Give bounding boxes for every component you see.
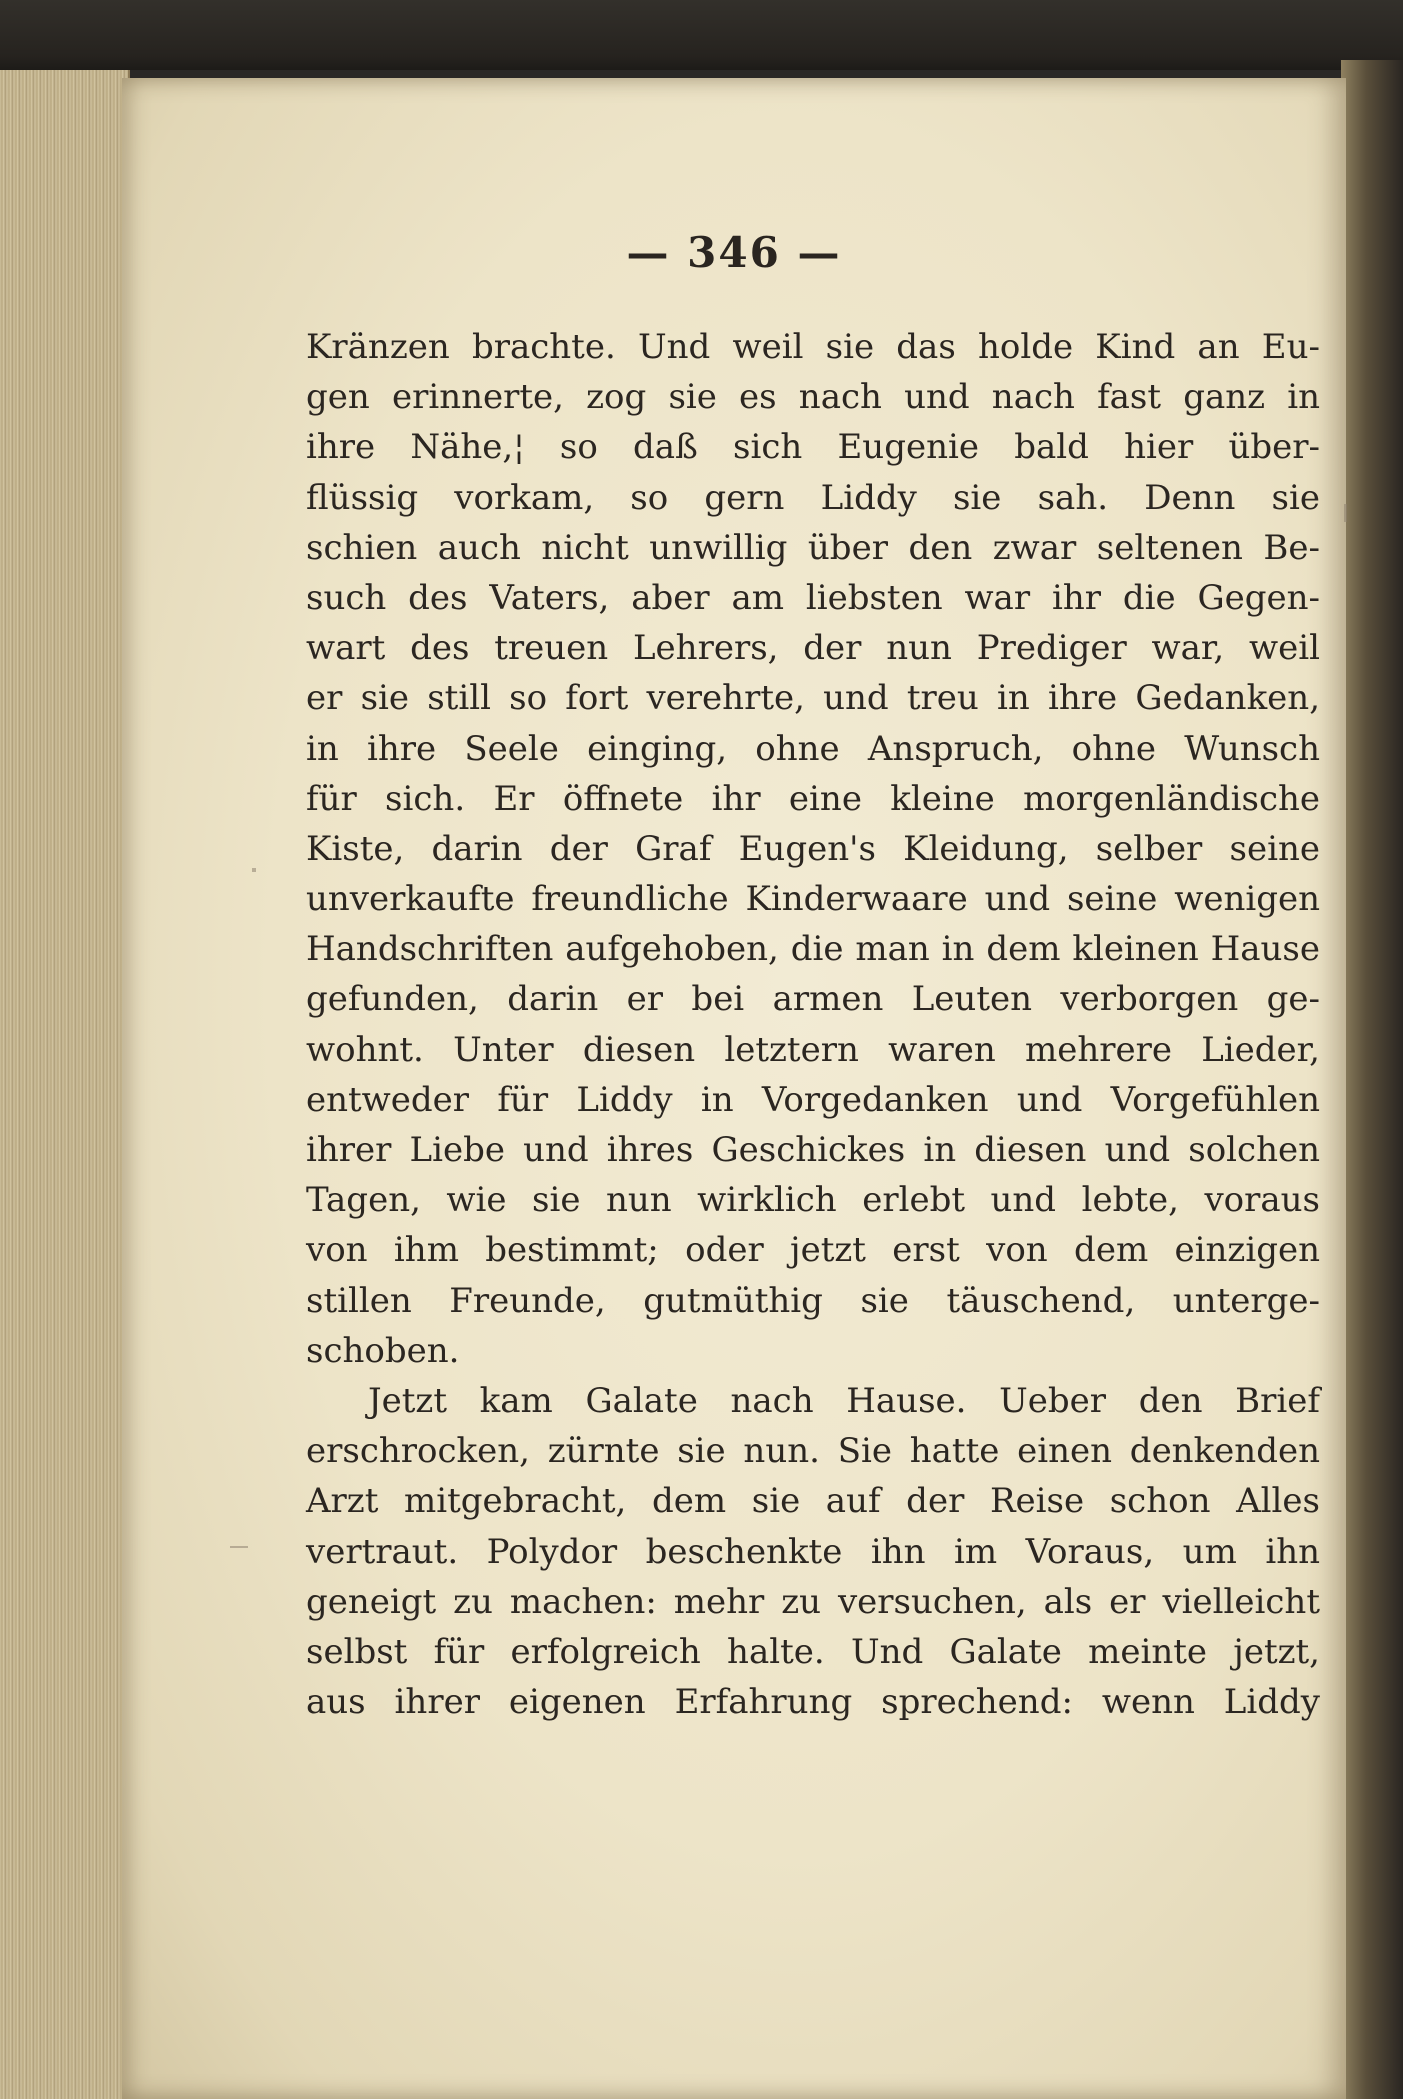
text-line: unverkaufte freundliche Kinderwaare und seine wenigen — [306, 879, 1320, 920]
text-line: Handschriften aufgehoben, die man in dem kleinen Hause — [306, 929, 1320, 970]
margin-mark — [1344, 504, 1347, 522]
text-line: wohnt. Unter diesen letztern waren mehrere Lieder, — [306, 1029, 1320, 1070]
text-line: geneigt zu machen: mehr zu versuchen, als er vielleicht — [306, 1581, 1320, 1622]
text-line: wart des treuen Lehrers, der nun Prediger war, weil — [306, 628, 1320, 669]
text-line: ihrer Liebe und ihres Geschickes in diesen und solchen — [306, 1130, 1320, 1170]
text-line: Tagen, wie sie nun wirklich erlebt und lebte, voraus — [306, 1180, 1320, 1221]
text-line: er sie still so fort verehrte, und treu in ihre Gedanken, — [306, 678, 1320, 719]
text-line: gen erinnerte, zog sie es nach und nach fast ganz in — [306, 377, 1320, 418]
text-line: Kiste, darin der Graf Eugen's Kleidung, selber seine — [306, 828, 1320, 869]
text-line: entweder für Liddy in Vorgedanken und Vorgefühlen — [306, 1079, 1320, 1120]
text-line: schoben. — [306, 1330, 460, 1371]
text-line: Kränzen brachte. Und weil sie das holde Kind an Eu- — [306, 327, 1320, 367]
text-line: schien auch nicht unwillig über den zwar seltenen Be- — [306, 527, 1320, 568]
text-line: stillen Freunde, gutmüthig sie täuschend, unterge- — [306, 1280, 1320, 1321]
text-line: von ihm bestimmt; oder jetzt erst von dem einzigen — [306, 1230, 1320, 1271]
margin-mark — [230, 1546, 248, 1548]
text-line: für sich. Er öffnete ihr eine kleine morgenländische — [306, 778, 1320, 819]
text-line: ihre Nähe,¦ so daß sich Eugenie bald hier über- — [306, 427, 1320, 468]
book-right-edge — [1341, 60, 1403, 2099]
page-number: — 346 — — [626, 228, 842, 277]
text-line: flüssig vorkam, so gern Liddy sie sah. Denn sie — [306, 477, 1320, 518]
text-line: erschrocken, zürnte sie nun. Sie hatte einen denkenden — [306, 1431, 1320, 1472]
text-line: Jetzt kam Galate nach Hause. Ueber den Brief — [368, 1380, 1320, 1421]
text-line: selbst für erfolgreich halte. Und Galate meinte jetzt, — [306, 1631, 1320, 1672]
margin-mark — [252, 868, 256, 872]
text-line: in ihre Seele einging, ohne Anspruch, ohne Wunsch — [306, 728, 1320, 769]
page-edges — [0, 70, 130, 2099]
book-binding-top — [0, 0, 1403, 70]
text-line: such des Vaters, aber am liebsten war ihr die Gegen- — [306, 577, 1320, 618]
body-text — [306, 322, 1320, 1727]
text-line: aus ihrer eigenen Erfahrung sprechend: wenn Liddy — [306, 1682, 1320, 1723]
text-line: gefunden, darin er bei armen Leuten verborgen ge- — [306, 979, 1320, 1020]
text-line: vertraut. Polydor beschenkte ihn im Voraus, um ihn — [306, 1531, 1320, 1572]
text-line: Arzt mitgebracht, dem sie auf der Reise schon Alles — [306, 1481, 1320, 1522]
